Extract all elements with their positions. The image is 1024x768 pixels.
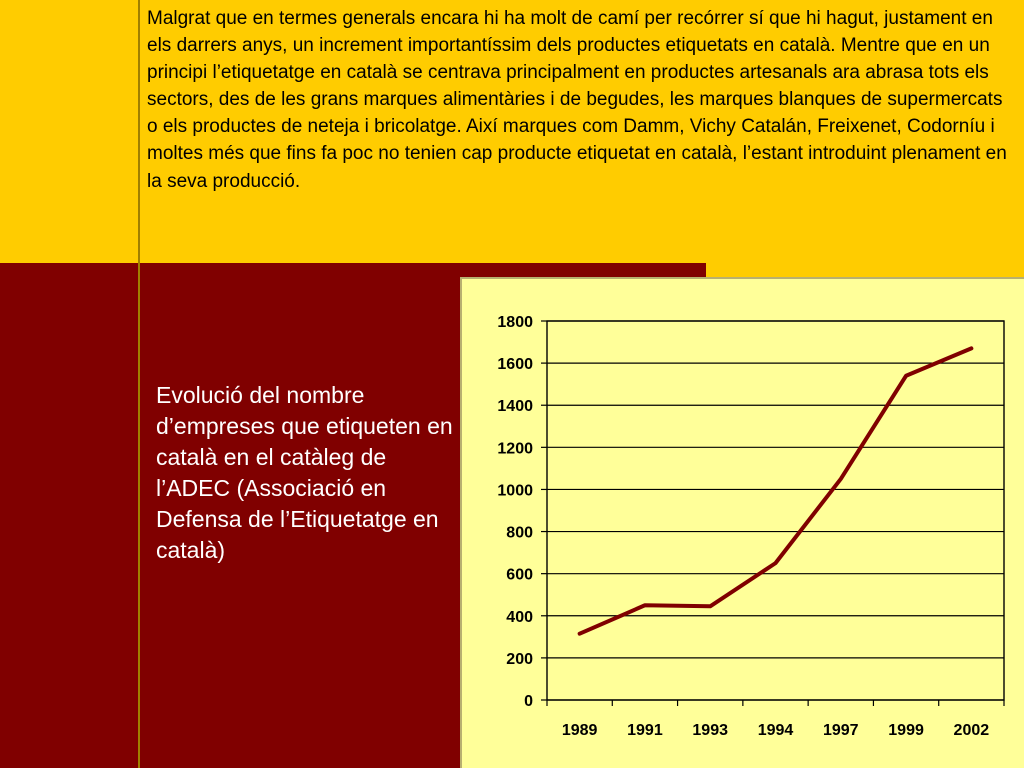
x-tick-label: 1994 xyxy=(757,722,794,739)
y-tick-label: 1600 xyxy=(497,356,533,374)
x-tick-label: 2002 xyxy=(953,722,990,739)
data-point xyxy=(578,632,581,635)
x-tick-label: 1989 xyxy=(561,722,598,739)
data-point xyxy=(709,605,712,608)
y-tick-label: 200 xyxy=(506,650,533,668)
left-strip xyxy=(0,0,138,263)
y-tick-label: 600 xyxy=(506,566,533,584)
y-tick-label: 1000 xyxy=(497,482,533,500)
y-tick-label: 1400 xyxy=(497,398,533,416)
series-line xyxy=(580,348,972,633)
left-divider xyxy=(138,0,140,768)
plot-frame xyxy=(547,321,1004,700)
x-tick-label: 1993 xyxy=(692,722,729,739)
line-chart xyxy=(462,279,1024,768)
x-tick-label: 1997 xyxy=(822,722,859,739)
y-tick-label: 800 xyxy=(506,524,533,542)
data-point xyxy=(905,374,908,377)
y-tick-label: 0 xyxy=(524,693,533,710)
x-tick-label: 1991 xyxy=(627,722,663,739)
data-point xyxy=(839,477,842,480)
y-tick-label: 1200 xyxy=(497,440,533,458)
chart-box xyxy=(460,277,1024,768)
data-point xyxy=(774,562,777,565)
chart-caption: Evolució del nombre d’empreses que etiqueten en català en el catàleg de l’ADEC (Associació en Defensa de l’Etiquetatge en català) xyxy=(156,382,453,563)
y-tick-label: 400 xyxy=(506,608,533,626)
data-point xyxy=(970,347,973,350)
data-point xyxy=(643,604,646,607)
x-tick-label: 1999 xyxy=(888,722,924,739)
intro-paragraph: Malgrat que en termes generals encara hi ha molt de camí per recórrer sí que hi hagut, justament en els darrers anys, un increment importantíssim dels productes etiquetats en català. Mentre que en un principi l’etiquetatge en català se centrava principalment en productes artesanals ara abrasa tots els sectors, des de les grans marques alimentàries i de begudes, les marques blanques de supermercats o els productes de neteja i bricolatge. Així marques com Damm, Vichy Catalán, Freixenet, Codorníu i moltes més que fins fa poc no tenien cap producte etiquetat en català, l’estant introduint plenament en la seva producció. xyxy=(147,8,1007,192)
y-tick-label: 1800 xyxy=(497,314,533,331)
